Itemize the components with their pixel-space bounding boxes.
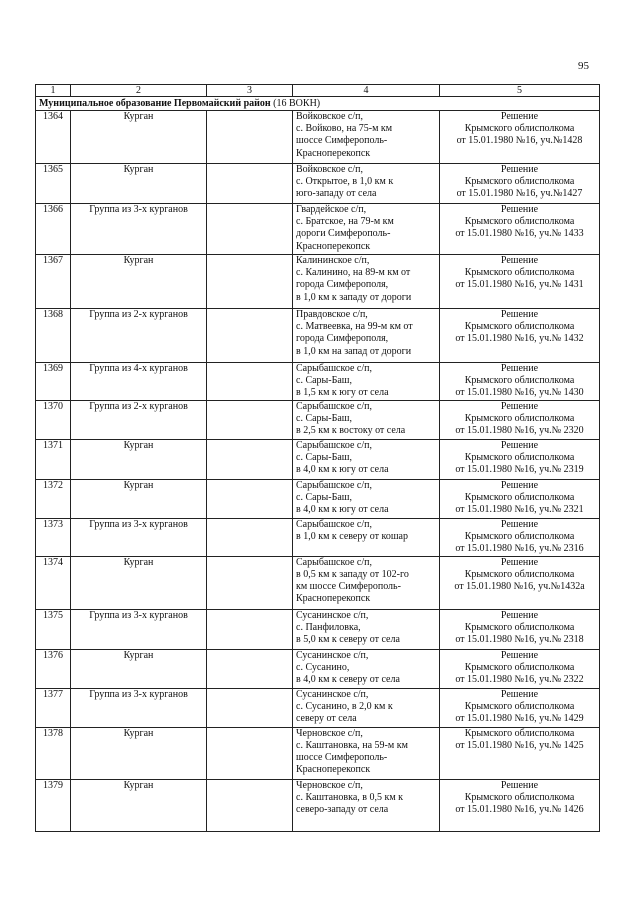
table-row [36, 363, 600, 401]
page-number: 95 [578, 60, 589, 72]
column-3-cell [207, 688, 293, 727]
location-line: с. Матвеевка, на 99-м км от [296, 321, 413, 333]
registration-document [440, 480, 600, 519]
registration-document [440, 688, 600, 727]
column-3-cell [207, 401, 293, 440]
record-number: 1369 [36, 363, 71, 401]
location-line: с. Сары-Баш, [296, 492, 352, 504]
registration-document [440, 255, 600, 309]
record-number: 1379 [36, 779, 71, 831]
table-row [36, 111, 600, 164]
document-line: от 15.01.1980 №16, уч.№1428 [456, 135, 583, 147]
location-line: с. Братское, на 79-м км [296, 216, 394, 228]
location-line: Правдовское с/п, [296, 309, 368, 320]
document-line: от 15.01.1980 №16, уч.№ 2316 [455, 543, 584, 555]
document-line: Крымского облисполкома [464, 216, 575, 228]
document-line: Решение [500, 556, 539, 568]
location-line: Сарыбашское с/п, [296, 480, 372, 491]
record-number: 1370 [36, 401, 71, 440]
document-line: от 15.01.1980 №16, уч.№ 2321 [455, 504, 584, 516]
column-header: 4 [293, 85, 440, 97]
column-header: 5 [440, 85, 600, 97]
table-row [36, 556, 600, 609]
document-line: Решение [500, 164, 539, 175]
column-3-cell [207, 204, 293, 255]
location-line: Сусанинское с/п, [296, 649, 369, 661]
location-line: в 1,0 км к западу от дороги [296, 291, 412, 303]
document-line: Решение [500, 440, 539, 451]
document-line: от 15.01.1980 №16, уч.№ 2318 [455, 634, 584, 646]
location-line: с. Сары-Баш, [296, 413, 352, 425]
document-line: от 15.01.1980 №16, уч.№ 1433 [455, 228, 584, 240]
document-line: Крымского облисполкома [464, 452, 575, 464]
object-name: Курган [71, 255, 207, 309]
document-line: Крымского облисполкома [464, 727, 575, 739]
column-3-cell [207, 609, 293, 649]
location-line: в 4,0 км к северу от села [296, 674, 400, 686]
location-line: Войковское с/п, [296, 164, 363, 175]
document-line: от 15.01.1980 №16, уч.№ 1429 [455, 713, 584, 725]
document-line: от 15.01.1980 №16, уч.№ 1425 [455, 739, 584, 751]
location-line: города Симферополя, [296, 333, 389, 345]
column-header: 1 [36, 85, 71, 97]
document-line: Крымского облисполкома [464, 531, 575, 543]
object-location [293, 556, 440, 609]
registration-document [440, 309, 600, 363]
location-line: Гвардейское с/п, [296, 204, 367, 215]
registration-document [440, 363, 600, 401]
location-line: Красноперекопск [296, 593, 371, 605]
object-location [293, 609, 440, 649]
object-location [293, 779, 440, 831]
document-line: от 15.01.1980 №16, уч.№ 1430 [455, 387, 584, 399]
document-line: Решение [500, 401, 539, 412]
object-name: Курган [71, 727, 207, 779]
table-row [36, 204, 600, 255]
location-line: с. Панфиловка, [296, 621, 361, 633]
column-3-cell [207, 309, 293, 363]
document-line: Решение [500, 519, 539, 530]
object-location [293, 309, 440, 363]
location-line: дороги Симферополь- [296, 228, 391, 240]
location-line: Красноперекопск [296, 764, 371, 776]
location-line: с. Каштановка, в 0,5 км к [296, 791, 404, 803]
object-location [293, 363, 440, 401]
column-3-cell [207, 164, 293, 204]
document-line: Крымского облисполкома [464, 568, 575, 580]
document-line: Крымского облисполкома [464, 176, 575, 188]
document-line: Крымского облисполкома [464, 267, 575, 279]
registration-document [440, 556, 600, 609]
table-row [36, 727, 600, 779]
column-3-cell [207, 779, 293, 831]
object-name: Группа из 2-х курганов [71, 309, 207, 363]
document-line: Решение [500, 688, 539, 700]
record-number: 1365 [36, 164, 71, 204]
object-location [293, 649, 440, 688]
table-row [36, 688, 600, 727]
location-line: в 1,0 км на запад от дороги [296, 345, 412, 357]
document-line: от 15.01.1980 №16, уч.№ 1432 [455, 333, 584, 345]
table-row [36, 164, 600, 204]
location-line: Красноперекопск [296, 147, 371, 159]
table-row [36, 609, 600, 649]
record-number: 1373 [36, 519, 71, 557]
registration-document [440, 440, 600, 480]
record-number: 1375 [36, 609, 71, 649]
location-line: Сусанинское с/п, [296, 688, 369, 700]
location-line: Сарыбашское с/п, [296, 401, 372, 412]
object-location [293, 519, 440, 557]
object-name: Группа из 3-х курганов [71, 204, 207, 255]
column-3-cell [207, 440, 293, 480]
column-number-header-row [36, 85, 600, 97]
record-number: 1364 [36, 111, 71, 164]
location-line: с. Сусанино, в 2,0 км к [296, 700, 393, 712]
object-name: Группа из 4-х курганов [71, 363, 207, 401]
object-location [293, 255, 440, 309]
location-line: шоссе Симферополь- [296, 752, 388, 764]
registration-document [440, 164, 600, 204]
object-name: Группа из 3-х курганов [71, 609, 207, 649]
location-line: Сарыбашское с/п, [296, 363, 372, 374]
section-heading [36, 97, 600, 111]
record-number: 1368 [36, 309, 71, 363]
object-name: Курган [71, 111, 207, 164]
table-row [36, 255, 600, 309]
record-number: 1367 [36, 255, 71, 309]
location-line: северо-западу от села [296, 804, 389, 816]
location-line: в 0,5 км к западу от 102-го [296, 568, 409, 580]
column-3-cell [207, 556, 293, 609]
location-line: в 4,0 км к югу от села [296, 504, 389, 516]
object-location [293, 440, 440, 480]
location-line: в 1,0 км к северу от кошар [296, 531, 408, 543]
column-header: 2 [71, 85, 207, 97]
column-3-cell [207, 727, 293, 779]
heritage-registry-table [35, 84, 600, 832]
document-line: Крымского облисполкома [464, 621, 575, 633]
object-name: Группа из 3-х курганов [71, 519, 207, 557]
document-line: от 15.01.1980 №16, уч.№ 2319 [455, 464, 584, 476]
table-row [36, 440, 600, 480]
location-line: в 2,5 км к востоку от села [296, 425, 406, 437]
location-line: шоссе Симферополь- [296, 135, 388, 147]
registration-document [440, 727, 600, 779]
document-line: Крымского облисполкома [464, 123, 575, 135]
document-line: Решение [500, 363, 539, 374]
table-row [36, 309, 600, 363]
document-line: Решение [500, 779, 539, 791]
location-line: Сарыбашское с/п, [296, 519, 372, 530]
document-line: Крымского облисполкома [464, 413, 575, 425]
document-line: от 15.01.1980 №16, уч.№1432а [454, 581, 585, 593]
table-row [36, 779, 600, 831]
location-line: Калининское с/п, [296, 255, 370, 266]
location-line: км шоссе Симферополь- [296, 581, 401, 593]
object-location [293, 204, 440, 255]
location-line: Войковское с/п, [296, 111, 363, 122]
document-line: от 15.01.1980 №16, уч.№ 1426 [455, 804, 584, 816]
table-row [36, 401, 600, 440]
column-3-cell [207, 111, 293, 164]
table-row [36, 480, 600, 519]
document-line: от 15.01.1980 №16, уч.№ 1431 [455, 279, 584, 291]
object-location [293, 688, 440, 727]
location-line: Сарыбашское с/п, [296, 556, 372, 568]
location-line: с. Сусанино, [296, 661, 350, 673]
document-line: Крымского облисполкома [464, 700, 575, 712]
location-line: с. Калинино, на 89-м км от [296, 267, 411, 279]
location-line: юго-западу от села [296, 188, 377, 200]
document-line: Крымского облисполкома [464, 321, 575, 333]
document-line: Решение [500, 309, 539, 320]
document-line: Решение [500, 255, 539, 266]
record-number: 1374 [36, 556, 71, 609]
location-line: в 4,0 км к югу от села [296, 464, 389, 476]
object-name: Курган [71, 440, 207, 480]
object-location [293, 480, 440, 519]
document-line: Решение [500, 609, 539, 621]
column-3-cell [207, 363, 293, 401]
document-line: Крымского облисполкома [464, 492, 575, 504]
registration-document [440, 649, 600, 688]
object-name: Курган [71, 649, 207, 688]
object-location [293, 111, 440, 164]
column-header: 3 [207, 85, 293, 97]
record-number: 1366 [36, 204, 71, 255]
record-number: 1376 [36, 649, 71, 688]
document-line: Решение [500, 204, 539, 215]
location-line: Черновское с/п, [296, 727, 363, 739]
location-line: Красноперекопск [296, 240, 371, 252]
record-number: 1372 [36, 480, 71, 519]
object-location [293, 164, 440, 204]
document-line: Крымского облисполкома [464, 791, 575, 803]
object-name: Курган [71, 480, 207, 519]
table-row [36, 519, 600, 557]
location-line: Черновское с/п, [296, 779, 363, 791]
location-line: северу от села [296, 713, 357, 725]
object-name: Курган [71, 164, 207, 204]
column-3-cell [207, 255, 293, 309]
registration-document [440, 519, 600, 557]
section-heading-row [36, 97, 600, 111]
location-line: с. Сары-Баш, [296, 375, 352, 387]
location-line: в 1,5 км к югу от села [296, 387, 389, 399]
location-line: с. Сары-Баш, [296, 452, 352, 464]
record-number: 1377 [36, 688, 71, 727]
document-line: Решение [500, 480, 539, 491]
record-number: 1371 [36, 440, 71, 480]
document-line: Крымского облисполкома [464, 661, 575, 673]
registration-document [440, 609, 600, 649]
object-name: Группа из 3-х курганов [71, 688, 207, 727]
document-line: Решение [500, 111, 539, 122]
registration-document [440, 204, 600, 255]
object-location [293, 727, 440, 779]
section-title: Муниципальное образование Первомайский район [39, 98, 271, 109]
object-name: Курган [71, 556, 207, 609]
location-line: в 5,0 км к северу от села [296, 634, 400, 646]
registration-document [440, 111, 600, 164]
column-3-cell [207, 480, 293, 519]
location-line: с. Войково, на 75-м км [296, 123, 393, 135]
registration-document [440, 401, 600, 440]
record-number: 1378 [36, 727, 71, 779]
location-line: Сусанинское с/п, [296, 609, 369, 621]
location-line: города Симферополя, [296, 279, 389, 291]
column-3-cell [207, 649, 293, 688]
document-line: от 15.01.1980 №16, уч.№1427 [456, 188, 583, 200]
object-name: Курган [71, 779, 207, 831]
section-suffix: (16 ВОКН) [273, 98, 321, 109]
document-line: от 15.01.1980 №16, уч.№ 2322 [455, 674, 584, 686]
column-3-cell [207, 519, 293, 557]
registration-document [440, 779, 600, 831]
document-line: Крымского облисполкома [464, 375, 575, 387]
document-line: от 15.01.1980 №16, уч.№ 2320 [455, 425, 584, 437]
object-name: Группа из 2-х курганов [71, 401, 207, 440]
location-line: Сарыбашское с/п, [296, 440, 372, 451]
document-line: Решение [500, 649, 539, 661]
location-line: с. Каштановка, на 59-м км [296, 739, 408, 751]
table-row [36, 649, 600, 688]
location-line: с. Открытое, в 1,0 км к [296, 176, 394, 188]
object-location [293, 401, 440, 440]
